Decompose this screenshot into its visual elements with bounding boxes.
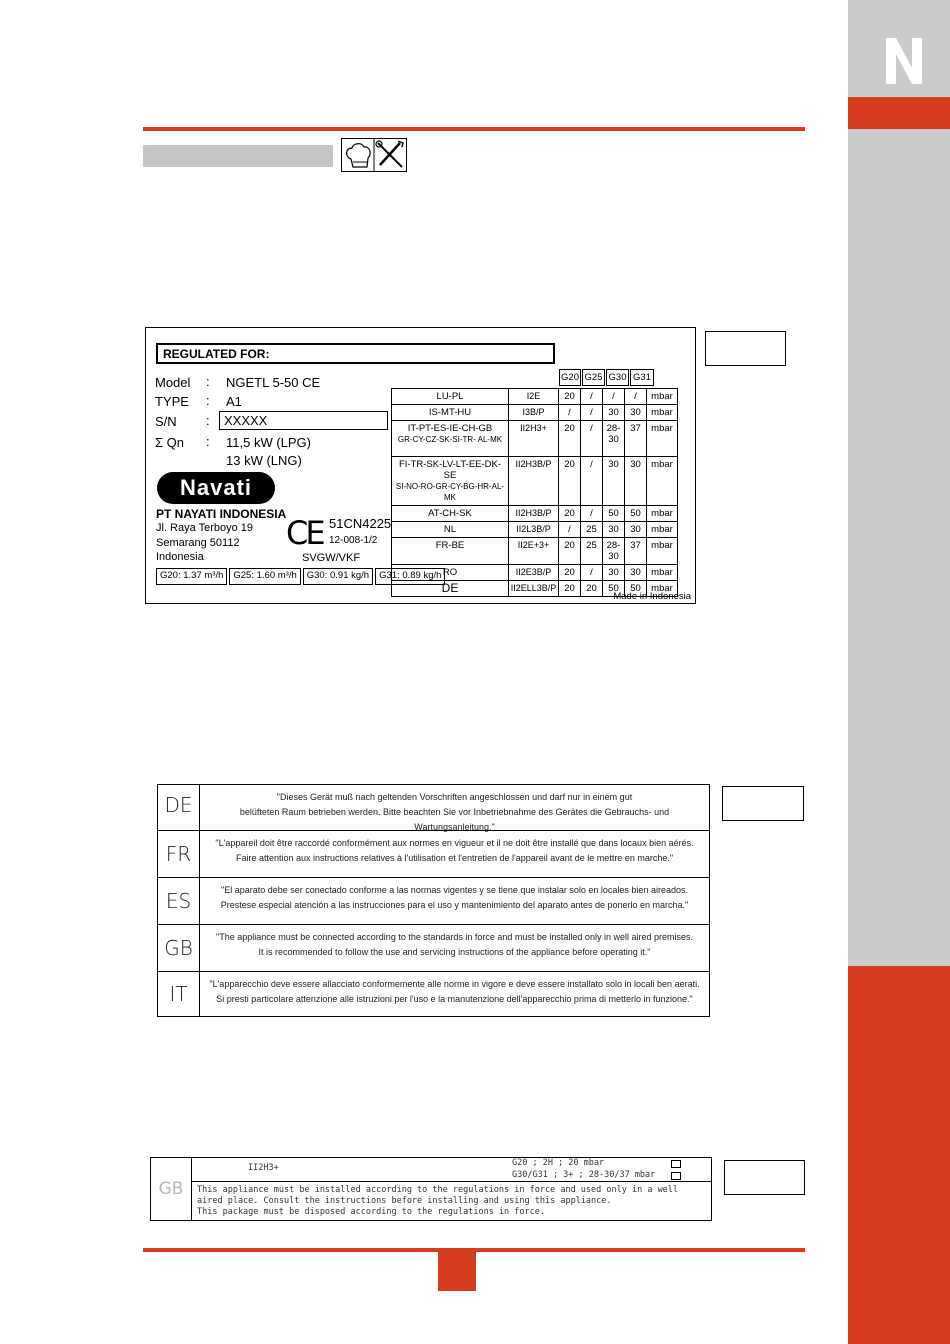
side-accent-top — [848, 97, 950, 129]
approval-mark: SVGW/VKF — [302, 552, 361, 564]
gas-row-g20: 20 — [559, 506, 581, 522]
warning-text: "The appliance must be connected according to the standards in force and must be installed only in well aired premises. It is recommended to follow the use and servicing instructions of the appliance before operating it." — [216, 932, 693, 957]
reference-box-2 — [722, 786, 804, 821]
gas-row-g31: / — [625, 389, 647, 405]
gas-row-g30: 30 — [603, 565, 625, 581]
type-label: TYPE — [155, 394, 189, 409]
gas-header-g25: G25 — [582, 369, 605, 386]
warning-text: "El aparato debe ser conectado conforme a las normas vigentes y se tiene que instalar solo en locales bien aireados. Prestese especial atención a las instrucciones para el uso y mantenimiento del aparato antes de ponerlo en marcha." — [220, 885, 689, 910]
warning-code: FR — [158, 831, 200, 877]
gas-row-g20: 20 — [559, 457, 581, 506]
gas-category-table — [391, 388, 678, 597]
sn-label: S/N — [155, 414, 177, 429]
type-value: A1 — [226, 394, 242, 409]
gas-row-g31: 30 — [625, 405, 647, 421]
gas-row-category: II2E+3+ — [509, 538, 559, 565]
gas-row-category: II2L3B/P — [509, 522, 559, 538]
gas-row-g20: 20 — [559, 421, 581, 457]
gb-gas-line-1: G20 ; 2H ; 20 mbar — [512, 1158, 605, 1168]
gas-header-g30: G30 — [606, 369, 629, 386]
warning-code: DE — [158, 785, 200, 830]
flow-rate-g31: G31: 0.89 kg/h — [375, 568, 445, 585]
gas-row-g31: 30 — [625, 565, 647, 581]
gas-row-category: II2H3+ — [509, 421, 559, 457]
gas-row-g25: 20 — [581, 581, 603, 597]
gas-row-category: II2ELL3B/P — [509, 581, 559, 597]
gas-row-unit: mbar — [647, 506, 678, 522]
gas-header-g31: G31 — [630, 369, 654, 386]
gas-row-countries: FI-TR-SK-LV-LT-EE-DK-SE SI-NO-RO-GR-CY-BG-HR-AL-MK — [392, 457, 509, 506]
gas-row — [392, 565, 678, 581]
model-value: NGETL 5-50 CE — [226, 375, 321, 390]
gas-row-g30: 30 — [603, 405, 625, 421]
gas-row-countries: DE — [392, 581, 509, 597]
warning-row-es — [158, 877, 709, 924]
side-accent-bottom — [848, 966, 950, 1344]
serial-number-box: XXXXX — [219, 411, 388, 430]
regulated-for-box: REGULATED FOR: — [156, 343, 555, 364]
gb-checkbox-g20[interactable] — [671, 1160, 681, 1168]
gas-row-g31: 50 — [625, 581, 647, 597]
warning-text: "Dieses Gerät muß nach geltenden Vorschriften angeschlossen und darf nur in einem gut belüfteten Raum betrieben werden. Bitte beachten Sie vor Inbetriebnahme des Gerätes die Gebrauchs- und Wartungsanleitung." — [239, 792, 670, 832]
chef-hat-and-tools-icon — [341, 138, 407, 172]
gas-row — [392, 522, 678, 538]
side-margin — [848, 0, 950, 1344]
gas-row-unit: mbar — [647, 565, 678, 581]
reference-box-3 — [724, 1160, 805, 1195]
gas-row-countries: FR-BE — [392, 538, 509, 565]
gas-row-countries: NL — [392, 522, 509, 538]
gas-row-g20: / — [559, 405, 581, 421]
gas-row-unit: mbar — [647, 581, 678, 597]
gas-header-g20: G20 — [559, 369, 581, 386]
gas-row — [392, 405, 678, 421]
gb-text-line-3: This package must be disposed according to the regulations in force. — [197, 1207, 545, 1217]
gas-row — [392, 457, 678, 506]
ce-number: 51CN4225 — [329, 516, 392, 531]
gas-row-g30: 50 — [603, 581, 625, 597]
warning-code: GB — [158, 925, 200, 971]
gas-row-g25: / — [581, 389, 603, 405]
gb-category: II2H3+ — [248, 1163, 279, 1173]
warning-text: "L'appareil doit être raccordé conformément aux normes en vigueur et il ne doit être installé que dans locaux bien aérés. Faire attention aux instructions relatives à l'utilisation et l'entretien de l'appareil avant de le mettre en marche." — [215, 838, 694, 863]
gas-row — [392, 506, 678, 522]
gas-row-countries-sub: SI-NO-RO-GR-CY-BG-HR-AL-MK — [395, 482, 505, 502]
warning-code: ES — [158, 878, 200, 924]
gb-header-row — [192, 1158, 711, 1182]
gas-row-g20: 20 — [559, 389, 581, 405]
gas-row-unit: mbar — [647, 405, 678, 421]
gas-row-unit: mbar — [647, 522, 678, 538]
gb-package-label — [150, 1157, 712, 1221]
warning-row-gb — [158, 924, 709, 971]
gas-row-g25: / — [581, 565, 603, 581]
reference-box-1 — [705, 331, 786, 366]
flow-rate-g30: G30: 0.91 kg/h — [303, 568, 373, 585]
gas-row-g20: / — [559, 522, 581, 538]
gas-row-g20: 20 — [559, 581, 581, 597]
gb-checkbox-g30-g31[interactable] — [671, 1172, 681, 1180]
page-number-tab — [438, 1250, 476, 1291]
gas-row-category: II2H3B/P — [509, 457, 559, 506]
gas-row — [392, 421, 678, 457]
flow-rate-g20: G20: 1.37 m³/h — [156, 568, 227, 585]
gas-row-g31: 30 — [625, 457, 647, 506]
gas-row-category: I2E — [509, 389, 559, 405]
gas-row-countries: IS-MT-HU — [392, 405, 509, 421]
qn-colon: : — [206, 434, 210, 449]
gas-row-countries: RO — [392, 565, 509, 581]
ce-code: 12-008-1/2 — [329, 535, 378, 546]
gb-text-line-2: aired place. Consult the instructions before installing and using this appliance. — [197, 1196, 612, 1206]
nayati-logo: Navati — [157, 472, 275, 504]
warning-row-it — [158, 971, 709, 1016]
gas-row-category: I3B/P — [509, 405, 559, 421]
gas-row-g25: / — [581, 405, 603, 421]
gas-row-g30: / — [603, 389, 625, 405]
type-colon: : — [206, 393, 210, 408]
gas-row-category: II2H3B/P — [509, 506, 559, 522]
gas-row-unit: mbar — [647, 389, 678, 405]
gas-row-g30: 50 — [603, 506, 625, 522]
gas-row-g20: 20 — [559, 538, 581, 565]
warning-text: "L'apparecchio deve essere allacciato conformemente alle norme in vigore e deve essere installato solo in locali ben aerati. Si presti particolare attenzione alle istruzioni per l'uso e la manutenzione dell'apparecchio prima di metterlo in funzione." — [209, 979, 700, 1004]
language-warning-table — [157, 784, 710, 1017]
warning-row-de — [158, 785, 709, 830]
address-line-1: Jl. Raya Terboyo 19 — [156, 522, 254, 534]
section-title-bar — [143, 145, 333, 167]
gas-row-countries-sub: GR-CY-CZ-SK-SI-TR- AL-MK — [397, 435, 503, 444]
rating-plate — [145, 327, 696, 604]
gb-gas-line-2: G30/G31 ; 3+ ; 28-30/37 mbar — [512, 1170, 656, 1180]
gas-row-countries: LU-PL — [392, 389, 509, 405]
n-logo-icon — [886, 38, 922, 84]
gb-code: GB — [151, 1158, 192, 1220]
header-rule — [143, 127, 805, 131]
gas-row-category: II2E3B/P — [509, 565, 559, 581]
warning-code: IT — [158, 972, 200, 1016]
gas-row-g31: 50 — [625, 506, 647, 522]
qn-lng: 13 kW (LNG) — [226, 453, 302, 468]
gas-row-g25: 25 — [581, 538, 603, 565]
sn-colon: : — [206, 413, 210, 428]
gas-row-unit: mbar — [647, 421, 678, 457]
gas-row-g30: 30 — [603, 522, 625, 538]
gas-row-unit: mbar — [647, 457, 678, 506]
gas-row-g25: / — [581, 506, 603, 522]
gb-text-line-1: This appliance must be installed according to the regulations in force and used only in a well — [197, 1185, 679, 1195]
gas-row-g30: 28-30 — [603, 538, 625, 565]
warning-row-fr — [158, 830, 709, 877]
gas-row-g31: 37 — [625, 421, 647, 457]
model-label: Model — [155, 375, 191, 390]
gas-row-unit: mbar — [647, 538, 678, 565]
gas-row-g20: 20 — [559, 565, 581, 581]
gas-row-g30: 28-30 — [603, 421, 625, 457]
gas-row-g25: / — [581, 457, 603, 506]
company-name: PT NAYATI INDONESIA — [156, 507, 287, 521]
ce-mark: CE — [286, 514, 323, 552]
qn-label: Σ Qn — [155, 435, 184, 450]
address-line-3: Indonesia — [156, 551, 204, 563]
made-in: Made in Indonesia — [613, 591, 691, 602]
gas-row-countries: AT-CH-SK — [392, 506, 509, 522]
gas-row-g25: / — [581, 421, 603, 457]
gas-row-g31: 37 — [625, 538, 647, 565]
qn-lpg: 11,5 kW (LPG) — [226, 435, 312, 450]
address-line-2: Semarang 50112 — [156, 537, 240, 549]
gas-row-g31: 30 — [625, 522, 647, 538]
gas-row — [392, 389, 678, 405]
gas-row-countries: IT-PT-ES-IE-CH-GB GR-CY-CZ-SK-SI-TR- AL-MK — [392, 421, 509, 457]
flow-rate-g25: G25: 1.60 m³/h — [229, 568, 300, 585]
gas-row — [392, 538, 678, 565]
gas-row-g30: 30 — [603, 457, 625, 506]
gas-row-g25: 25 — [581, 522, 603, 538]
model-colon: : — [206, 374, 210, 389]
